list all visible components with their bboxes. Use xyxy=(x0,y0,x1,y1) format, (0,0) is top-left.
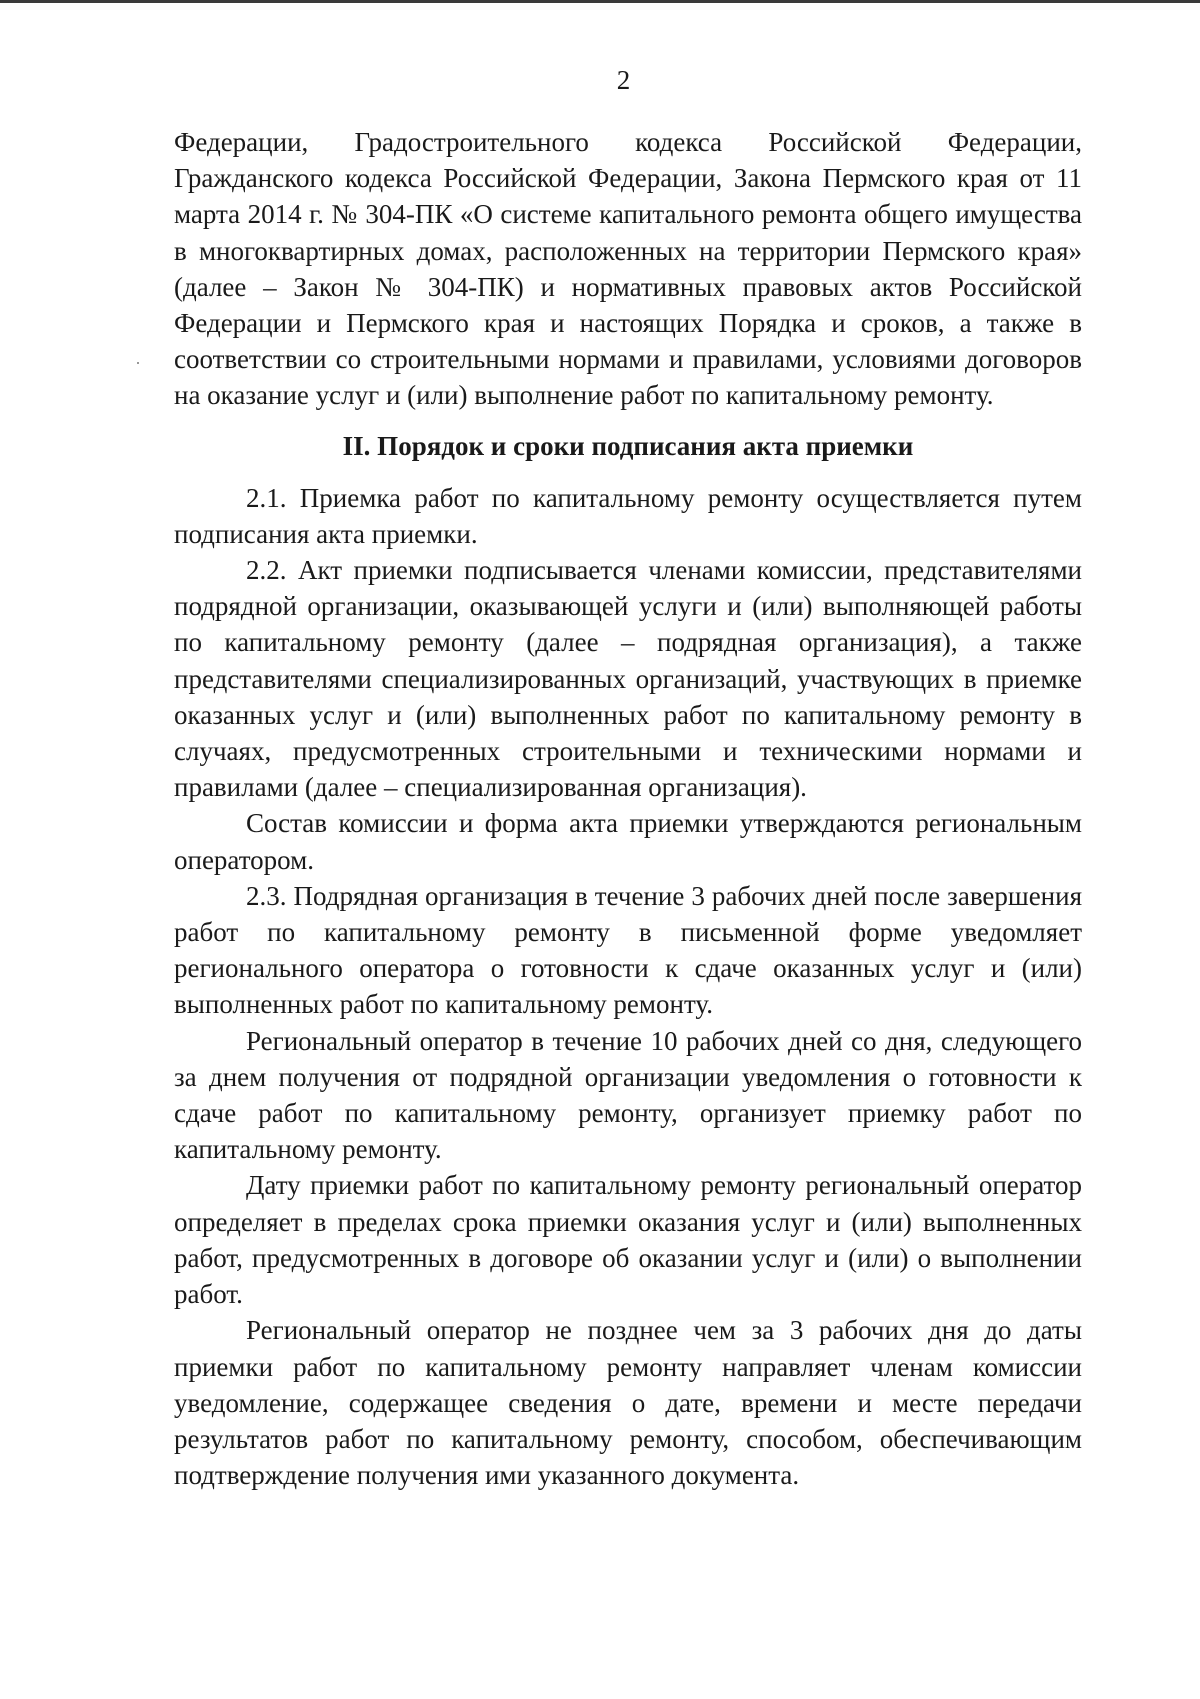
scan-speck xyxy=(137,362,139,364)
paragraph-notification: Региональный оператор не позднее чем за 3 рабочих дня до даты приемки работ по капитальному ремонту направляет членам комиссии уведомление, содержащее сведения о дате, времени и месте передачи результатов работ по капитальному ремонту, способом, обеспечивающим подтверждение получения ими указанного документа. xyxy=(174,1315,1082,1491)
paragraph-2-2: 2.2. Акт приемки подписывается членами комиссии, представителями подрядной организации, оказывающей услуги и (или) выполняющей работы по капитальному ремонту (далее – подрядная организация), а также представителями специализированных организаций, участвующих в приемке оказанных услуг и (или) выполненных работ по капитальному ремонту в случаях, предусмотренных строительными и техническими нормами и правилами (далее – специализированная организация). xyxy=(174,555,1082,803)
paragraph-commission: Состав комиссии и форма акта приемки утверждаются региональным оператором. xyxy=(174,808,1082,875)
scan-border xyxy=(0,0,1200,3)
page-number: 2 xyxy=(616,65,631,95)
paragraph-2-3: 2.3. Подрядная организация в течение 3 рабочих дней после завершения работ по капитальному ремонту в письменной форме уведомляет регионального оператора о готовности к сдаче оказанных услуг и (или) выполненных работ по капитальному ремонту. xyxy=(174,880,1082,1020)
section-heading: II. Порядок и сроки подписания акта приемки xyxy=(342,430,914,461)
intro-paragraph: Федерации, Градостроительного кодекса Российской Федерации, Гражданского кодекса Российской Федерации, Закона Пермского края от 11 марта 2014 г. № 304-ПК «О системе капитального ремонта общего имущества в многоквартирных домах, расположенных на территории Пермского края» (далее – Закон № 304-ПК) и нормативных правовых актов Российской Федерации и Пермского края и настоящих Порядка и сроков, а также в соответствии со строительными нормами и правилами, условиями договоров на оказание услуг и (или) выполнение работ по капитальному ремонту. xyxy=(174,127,1082,411)
paragraph-operator-10-days: Региональный оператор в течение 10 рабочих дней со дня, следующего за днем получения от подрядной организации уведомления о готовности к сдаче работ по капитальному ремонту, организует приемку работ по капитальному ремонту. xyxy=(174,1025,1082,1165)
paragraph-2-1: 2.1. Приемка работ по капитальному ремонту осуществляется путем подписания акта приемки. xyxy=(174,482,1082,549)
document-body xyxy=(174,124,1082,1493)
paragraph-acceptance-date: Дату приемки работ по капитальному ремонту региональный оператор определяет в пределах срока приемки оказания услуг и (или) выполненных работ, предусмотренных в договоре об оказании услуг и (или) о выполнении работ. xyxy=(174,1170,1082,1310)
